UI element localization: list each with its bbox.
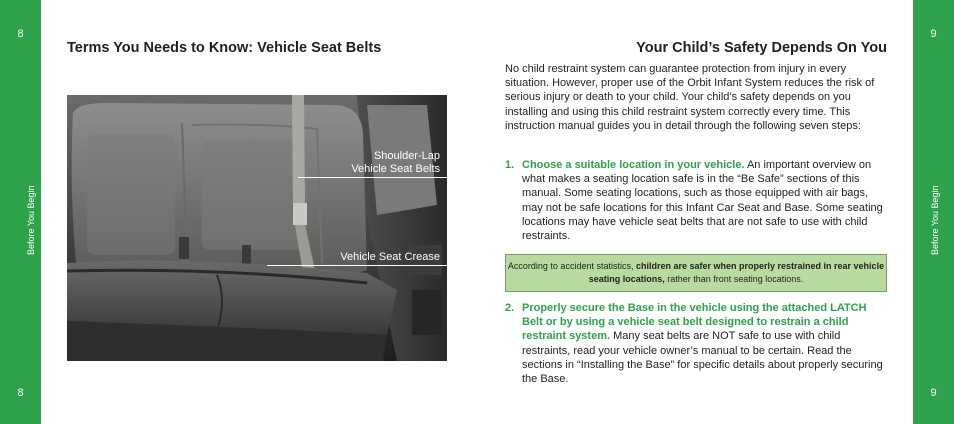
intro-paragraph: No child restraint system can guarantee protection from injury in every situation. However, proper use of the Orbit Infant System reduces the risk of serious injury or death to your child. Your child’s safety depends on you installing and using this child restraint system correctly every time. This instruction manual guides you in detail through the following seven steps: bbox=[505, 63, 875, 132]
callout-line-seat-crease bbox=[267, 265, 447, 266]
callout-shoulder-lap-belts bbox=[351, 150, 440, 176]
side-label-right: Before You Begin bbox=[930, 185, 940, 255]
page-number-top-right: 9 bbox=[930, 28, 937, 40]
callout-shoulder-lap-line-2: Vehicle Seat Belts bbox=[351, 163, 440, 175]
step-2-body bbox=[522, 301, 888, 386]
safety-note-box bbox=[505, 254, 887, 292]
step-2 bbox=[505, 301, 888, 386]
vehicle-seat-photo bbox=[67, 95, 447, 361]
step-2-heading: Properly secure the Base in the vehicle using the attached LATCH Belt or by using a vehicle seat belt designed to restrain a child restraint system. bbox=[522, 302, 867, 343]
step-2-number: 2. bbox=[505, 302, 515, 314]
right-margin-band bbox=[913, 0, 954, 424]
step-1 bbox=[505, 158, 888, 243]
page-number-bottom-right: 9 bbox=[930, 387, 937, 399]
callout-seat-crease: Vehicle Seat Crease bbox=[340, 251, 440, 263]
note-suffix: rather than front seating locations. bbox=[664, 273, 804, 284]
step-2-text: Many seat belts are NOT safe to use with child restraints, read your vehicle owner’s manual to be certain. Read the sections in “Installing the Base” for specific details about properly securing the Base. bbox=[522, 330, 883, 386]
callout-line-seat-belts bbox=[298, 177, 447, 178]
step-1-heading: Choose a suitable location in your vehicle. bbox=[522, 159, 745, 171]
callout-shoulder-lap-line-1: Shoulder-Lap bbox=[373, 150, 440, 162]
note-prefix: According to accident statistics, bbox=[507, 261, 636, 271]
step-1-text: An important overview on what makes a seating location safe is in the “Be Safe” sections of this manual. Some seating locations, such as those equipped with air bags, may not be safe locations for this Infant Car Seat and Base. Some seating locations may have vehicle seat belts that are not safe to use with child restraints. bbox=[522, 159, 883, 243]
step-1-number: 1. bbox=[505, 159, 515, 171]
step-1-body bbox=[522, 158, 888, 243]
page-number-bottom-left: 8 bbox=[17, 387, 24, 399]
right-page-title: Your Child’s Safety Depends On You bbox=[636, 40, 887, 56]
side-label-left: Before You Begin bbox=[26, 185, 36, 255]
note-bold: children are safer when properly restrained in rear vehicle seating locations, bbox=[588, 261, 885, 284]
page-number-top-left: 8 bbox=[17, 28, 24, 40]
left-page-title: Terms You Needs to Know: Vehicle Seat Belts bbox=[67, 40, 382, 56]
seat-illustration bbox=[67, 95, 447, 361]
left-margin-band bbox=[0, 0, 41, 424]
